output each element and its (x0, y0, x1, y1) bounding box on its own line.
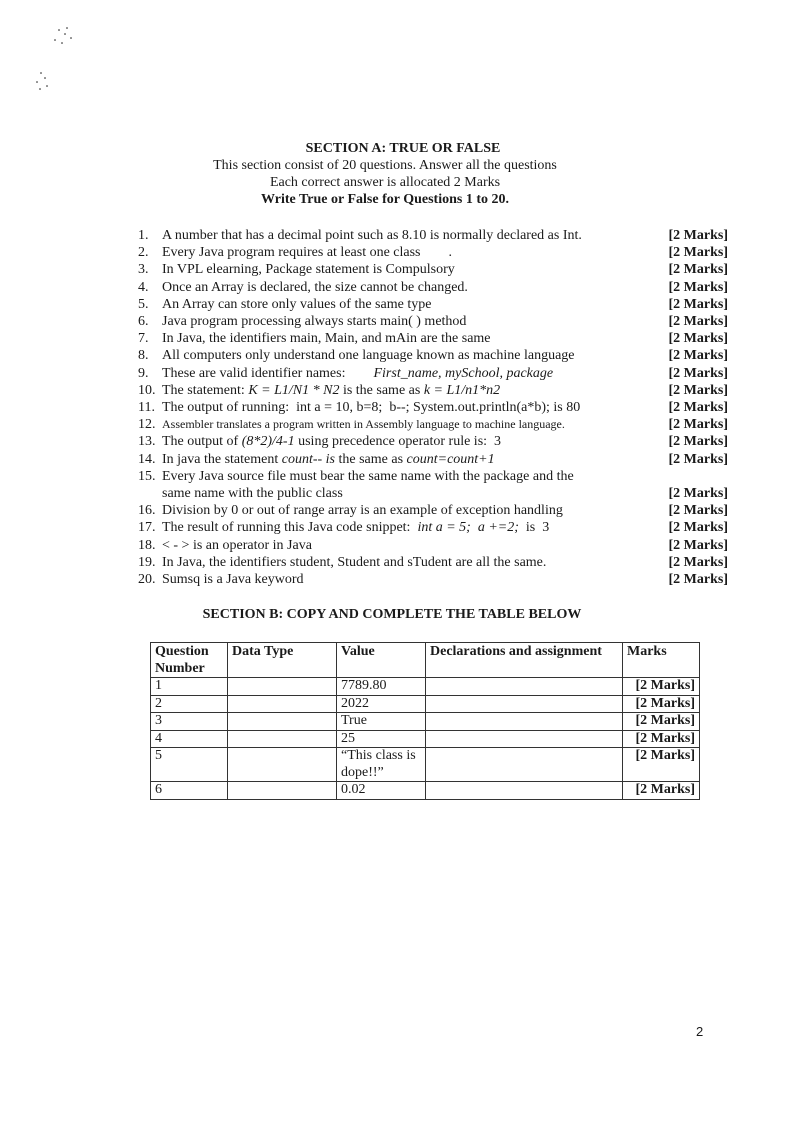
question-text-italic: k = L1/n1*n2 (423, 382, 501, 398)
question-number: 7. (138, 331, 149, 347)
question-text: Java program processing always starts main( ) method (162, 314, 467, 330)
scan-specks (30, 25, 90, 105)
cell-declaration (426, 678, 623, 696)
question-text-plain: In java the statement (162, 451, 282, 467)
question-number: 16. (138, 503, 156, 519)
question-text: Assembler translates a program written in Assembly language to machine language. (162, 417, 565, 432)
question-text: An Array can store only values of the same type (162, 296, 432, 312)
question-text: Sumsq is a Java keyword (162, 572, 304, 588)
cell-value: 0.02 (337, 782, 426, 800)
question-number: 18. (138, 537, 156, 553)
column-header-data-type: Data Type (228, 643, 337, 678)
question-number: 2. (138, 245, 149, 261)
question-marks: [2 Marks] (668, 245, 728, 261)
question-item (138, 519, 728, 536)
question-marks: [2 Marks] (668, 537, 728, 553)
question-item (138, 313, 728, 330)
question-text-italic: K = L1/N1 * N2 (248, 382, 340, 398)
cell-marks: [2 Marks] (623, 678, 700, 696)
cell-question-number: 5 (151, 748, 228, 782)
section-a-directive: Write True or False for Questions 1 to 20. (261, 192, 509, 207)
question-number: 9. (138, 365, 149, 381)
question-marks: [2 Marks] (668, 296, 728, 312)
question-marks: [2 Marks] (668, 434, 728, 450)
cell-question-number: 3 (151, 713, 228, 731)
question-text-plain: The statement: (162, 382, 249, 398)
question-number: 3. (138, 262, 149, 278)
cell-value: 2022 (337, 695, 426, 713)
question-text: In Java, the identifiers student, Student and sTudent are all the same. (162, 554, 547, 570)
question-marks: [2 Marks] (668, 331, 728, 347)
cell-marks: [2 Marks] (623, 713, 700, 731)
table-row (151, 782, 700, 800)
question-text: < - > is an operator in Java (162, 537, 312, 553)
question-item (138, 227, 728, 244)
question-marks: [2 Marks] (668, 451, 728, 467)
column-header-value: Value (337, 643, 426, 678)
question-item (138, 451, 728, 468)
table-row (151, 748, 700, 782)
question-text-plain: the same as (335, 451, 407, 467)
cell-declaration (426, 730, 623, 748)
question-text (162, 468, 658, 502)
question-number: 4. (138, 279, 149, 295)
table-row (151, 713, 700, 731)
question-list (138, 227, 728, 588)
question-marks: [2 Marks] (668, 572, 728, 588)
cell-data-type (228, 730, 337, 748)
question-text-plain: is the same as (339, 382, 424, 398)
question-marks: [2 Marks] (668, 279, 728, 295)
cell-marks: [2 Marks] (623, 730, 700, 748)
question-text (162, 433, 658, 450)
cell-declaration (426, 713, 623, 731)
question-number: 1. (138, 228, 149, 243)
table-row (151, 678, 700, 696)
section-a-instructions: This section consist of 20 questions. Answer all the questions (213, 158, 557, 173)
question-marks: [2 Marks] (668, 520, 728, 536)
cell-value: True (337, 713, 426, 731)
question-marks: [2 Marks] (668, 348, 728, 364)
question-text: Once an Array is declared, the size cannot be changed. (162, 279, 468, 295)
question-text-plain: These are valid identifier names: (162, 365, 346, 381)
question-marks: [2 Marks] (668, 554, 728, 570)
question-text-plain: The result of running this Java code snippet: (162, 520, 418, 536)
cell-data-type (228, 713, 337, 731)
question-text-line: Every Java source file must bear the same name with the package and the (162, 468, 574, 484)
question-number: 17. (138, 520, 156, 536)
page-number: 2 (696, 1024, 704, 1039)
question-number: 15. (138, 468, 156, 484)
column-header-declarations: Declarations and assignment (426, 643, 623, 678)
cell-marks: [2 Marks] (623, 748, 700, 782)
question-item (138, 571, 728, 588)
question-text-italic: First_name, mySchool, package (373, 365, 554, 381)
question-marks: [2 Marks] (668, 417, 728, 433)
question-text-plain: The output of (162, 434, 242, 450)
cell-question-number: 4 (151, 730, 228, 748)
table-header-row (151, 643, 700, 678)
cell-declaration (426, 748, 623, 782)
question-item (138, 502, 728, 519)
question-number: 8. (138, 348, 149, 364)
question-item (138, 279, 728, 296)
question-number: 12. (138, 417, 156, 433)
question-marks: [2 Marks] (668, 365, 728, 381)
question-number: 11. (138, 400, 155, 416)
question-marks: [2 Marks] (668, 503, 728, 519)
question-text-plain: is 3 (518, 520, 550, 536)
question-marks: [2 Marks] (668, 486, 728, 502)
question-item (138, 330, 728, 347)
question-text: All computers only understand one language known as machine language (162, 348, 575, 364)
question-text: In VPL elearning, Package statement is Compulsory (162, 262, 455, 278)
question-number: 14. (138, 451, 156, 467)
cell-data-type (228, 678, 337, 696)
cell-marks: [2 Marks] (623, 695, 700, 713)
question-marks: [2 Marks] (668, 314, 728, 330)
table-row (151, 695, 700, 713)
question-marks: [2 Marks] (668, 228, 728, 243)
question-text (162, 382, 658, 399)
question-marks: [2 Marks] (668, 262, 728, 278)
cell-data-type (228, 748, 337, 782)
question-text-italic: count=count+1 (406, 451, 495, 467)
question-number: 19. (138, 554, 156, 570)
cell-data-type (228, 782, 337, 800)
question-marks: [2 Marks] (668, 382, 728, 398)
cell-data-type (228, 695, 337, 713)
question-item (138, 433, 728, 450)
question-text: Division by 0 or out of range array is an example of exception handling (162, 503, 563, 519)
question-item (138, 365, 728, 382)
question-number: 5. (138, 296, 149, 312)
question-marks: [2 Marks] (668, 400, 728, 416)
question-text (162, 451, 658, 468)
cell-marks: [2 Marks] (623, 782, 700, 800)
question-text-plain: using precedence operator rule is: 3 (294, 434, 502, 450)
question-number: 10. (138, 382, 156, 398)
question-item (138, 382, 728, 399)
question-number: 20. (138, 572, 156, 588)
question-text-italic: (8*2)/4-1 (241, 434, 295, 450)
question-item (138, 399, 728, 416)
question-item (138, 416, 728, 433)
column-header-marks: Marks (623, 643, 700, 678)
cell-declaration (426, 782, 623, 800)
section-b-title (0, 607, 794, 623)
question-text (162, 365, 658, 382)
section-a-marks-note: Each correct answer is allocated 2 Marks (269, 175, 501, 190)
cell-question-number: 2 (151, 695, 228, 713)
question-item (138, 537, 728, 554)
cell-question-number: 1 (151, 678, 228, 696)
section-a-title: SECTION A: TRUE OR FALSE (305, 141, 501, 156)
question-text-italic: int a = 5; a +=2; (417, 520, 519, 536)
cell-value: “This class is dope!!” (337, 748, 426, 782)
question-text: The output of running: int a = 10, b=8; b--; System.out.println(a*b); is 80 (162, 400, 581, 416)
cell-question-number: 6 (151, 782, 228, 800)
cell-declaration (426, 695, 623, 713)
question-number: 13. (138, 434, 156, 450)
question-item (138, 468, 728, 502)
question-item (138, 244, 728, 261)
question-text: In Java, the identifiers main, Main, and mAin are the same (162, 331, 491, 347)
question-text-italic: count-- is (281, 451, 335, 467)
question-text: Every Java program requires at least one class . (162, 245, 453, 261)
question-text (162, 519, 658, 536)
table-row (151, 730, 700, 748)
cell-value: 7789.80 (337, 678, 426, 696)
question-item (138, 296, 728, 313)
section-b-title-text: SECTION B: COPY AND COMPLETE THE TABLE BELOW (202, 607, 582, 622)
question-item (138, 261, 728, 278)
cell-value: 25 (337, 730, 426, 748)
answer-table (150, 642, 700, 800)
column-header-question-number: Question Number (151, 643, 228, 678)
question-text: A number that has a decimal point such as 8.10 is normally declared as Int. (162, 228, 582, 243)
question-text-line: same name with the public class (162, 486, 343, 502)
question-item (138, 347, 728, 364)
question-item (138, 554, 728, 571)
question-number: 6. (138, 314, 149, 330)
